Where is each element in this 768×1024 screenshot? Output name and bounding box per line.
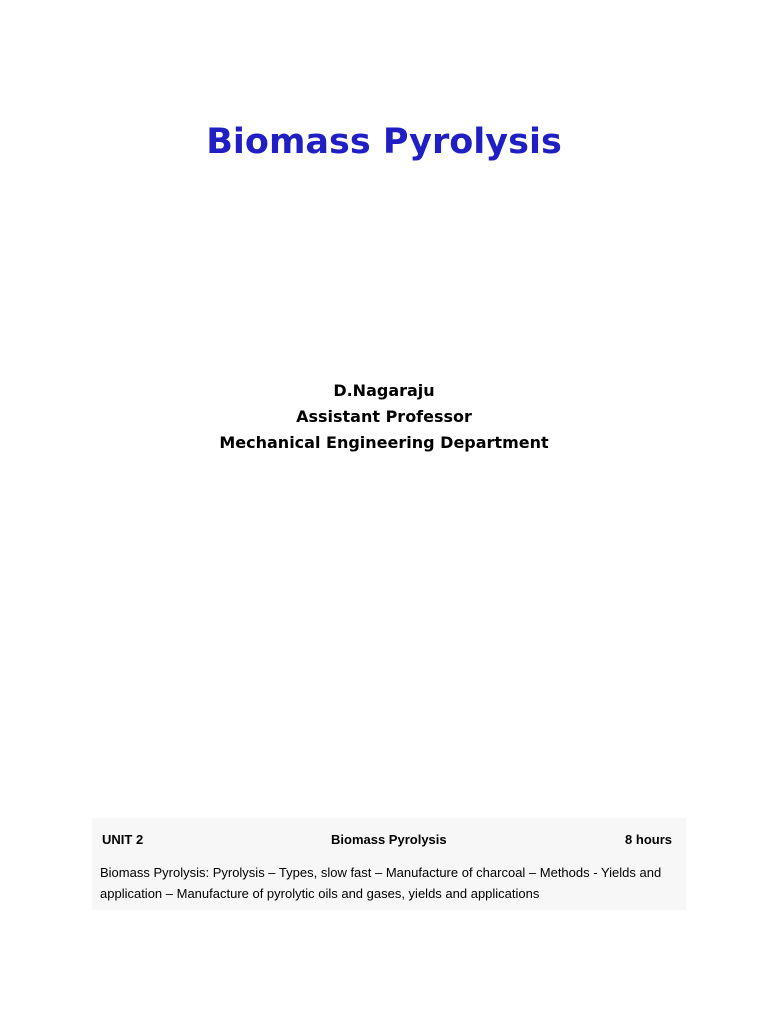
author-department: Mechanical Engineering Department: [219, 433, 549, 452]
author-name: D.Nagaraju: [333, 381, 435, 400]
unit-duration: 8 hours: [625, 832, 672, 847]
document-title: Biomass Pyrolysis: [206, 122, 562, 162]
unit-topic: Biomass Pyrolysis: [331, 832, 447, 847]
syllabus-box: [92, 818, 686, 910]
author-position: Assistant Professor: [296, 407, 472, 426]
unit-number: UNIT 2: [102, 832, 144, 847]
syllabus-description-line: Biomass Pyrolysis: Pyrolysis – Types, slow fast – Manufacture of charcoal – Methods - Yields and: [100, 865, 662, 880]
syllabus-description: [100, 862, 680, 904]
syllabus-header: [102, 830, 672, 850]
syllabus-description-line: application – Manufacture of pyrolytic oils and gases, yields and applications: [100, 886, 540, 901]
author-block: [0, 378, 768, 456]
